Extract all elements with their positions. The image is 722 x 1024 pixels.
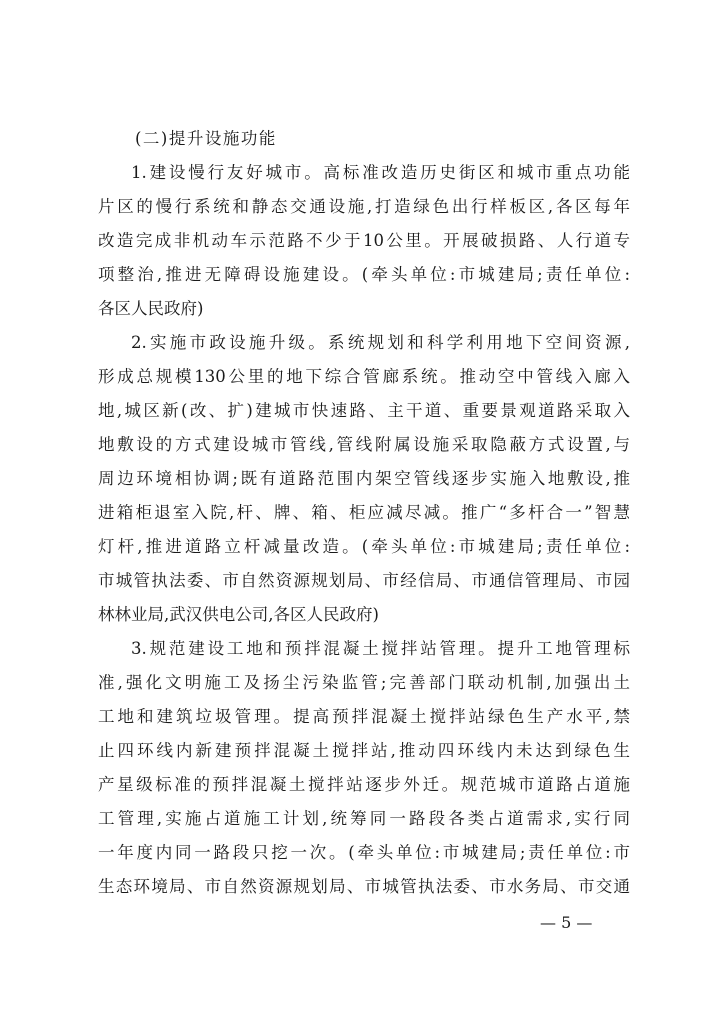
paragraph-2-line-7: 灯杆,推进道路立杆减量改造。(牵头单位:市城建局;责任单位: <box>98 537 630 556</box>
paragraph-2-line-2: 形成总规模130公里的地下综合管廊系统。推动空中管线入廊入 <box>98 367 630 386</box>
paragraph-1-line-2: 片区的慢行系统和静态交通设施,打造绿色出行样板区,各区每年 <box>98 197 630 216</box>
page-number: — 5 — <box>540 913 593 932</box>
paragraph-3-line-7: 一年度内同一路段只挖一次。(牵头单位:市城建局;责任单位:市 <box>98 843 630 862</box>
paragraph-3-line-2: 准,强化文明施工及扬尘污染监管;完善部门联动机制,加强出土 <box>98 673 630 692</box>
paragraph-1-line-1: 1.建设慢行友好城市。高标准改造历史街区和城市重点功能 <box>131 163 630 182</box>
paragraph-1-line-4: 项整治,推进无障碍设施建设。(牵头单位:市城建局;责任单位: <box>98 265 630 284</box>
paragraph-2-line-8: 市城管执法委、市自然资源规划局、市经信局、市通信管理局、市园 <box>98 571 630 590</box>
paragraph-3-line-3: 工地和建筑垃圾管理。提高预拌混凝土搅拌站绿色生产水平,禁 <box>98 707 630 726</box>
paragraph-2-line-6: 进箱柜退室入院,杆、牌、箱、柜应减尽减。推广“多杆合一”智慧 <box>98 503 630 522</box>
paragraph-2-line-1: 2.实施市政设施升级。系统规划和科学利用地下空间资源, <box>131 333 630 352</box>
paragraph-2-line-4: 地敷设的方式建设城市管线,管线附属设施采取隐蔽方式设置,与 <box>98 435 630 454</box>
paragraph-2-line-5: 周边环境相协调;既有道路范围内架空管线逐步实施入地敷设,推 <box>98 469 630 488</box>
paragraph-2-line-3: 地,城区新(改、扩)建城市快速路、主干道、重要景观道路采取入 <box>98 401 630 420</box>
paragraph-3-line-8: 生态环境局、市自然资源规划局、市城管执法委、市水务局、市交通 <box>98 877 630 896</box>
paragraph-3-line-1: 3.规范建设工地和预拌混凝土搅拌站管理。提升工地管理标 <box>131 639 630 658</box>
paragraph-2-line-9: 林林业局,武汉供电公司,各区人民政府) <box>98 605 379 624</box>
paragraph-1-line-3: 改造完成非机动车示范路不少于10公里。开展破损路、人行道专 <box>98 231 630 250</box>
paragraph-3-line-5: 产星级标准的预拌混凝土搅拌站逐步外迁。规范城市道路占道施 <box>98 775 630 794</box>
paragraph-1-line-5: 各区人民政府) <box>98 299 204 318</box>
paragraph-3-line-6: 工管理,实施占道施工计划,统筹同一路段各类占道需求,实行同 <box>98 809 630 828</box>
paragraph-3-line-4: 止四环线内新建预拌混凝土搅拌站,推动四环线内未达到绿色生 <box>98 741 630 760</box>
section-heading: (二)提升设施功能 <box>135 129 277 148</box>
